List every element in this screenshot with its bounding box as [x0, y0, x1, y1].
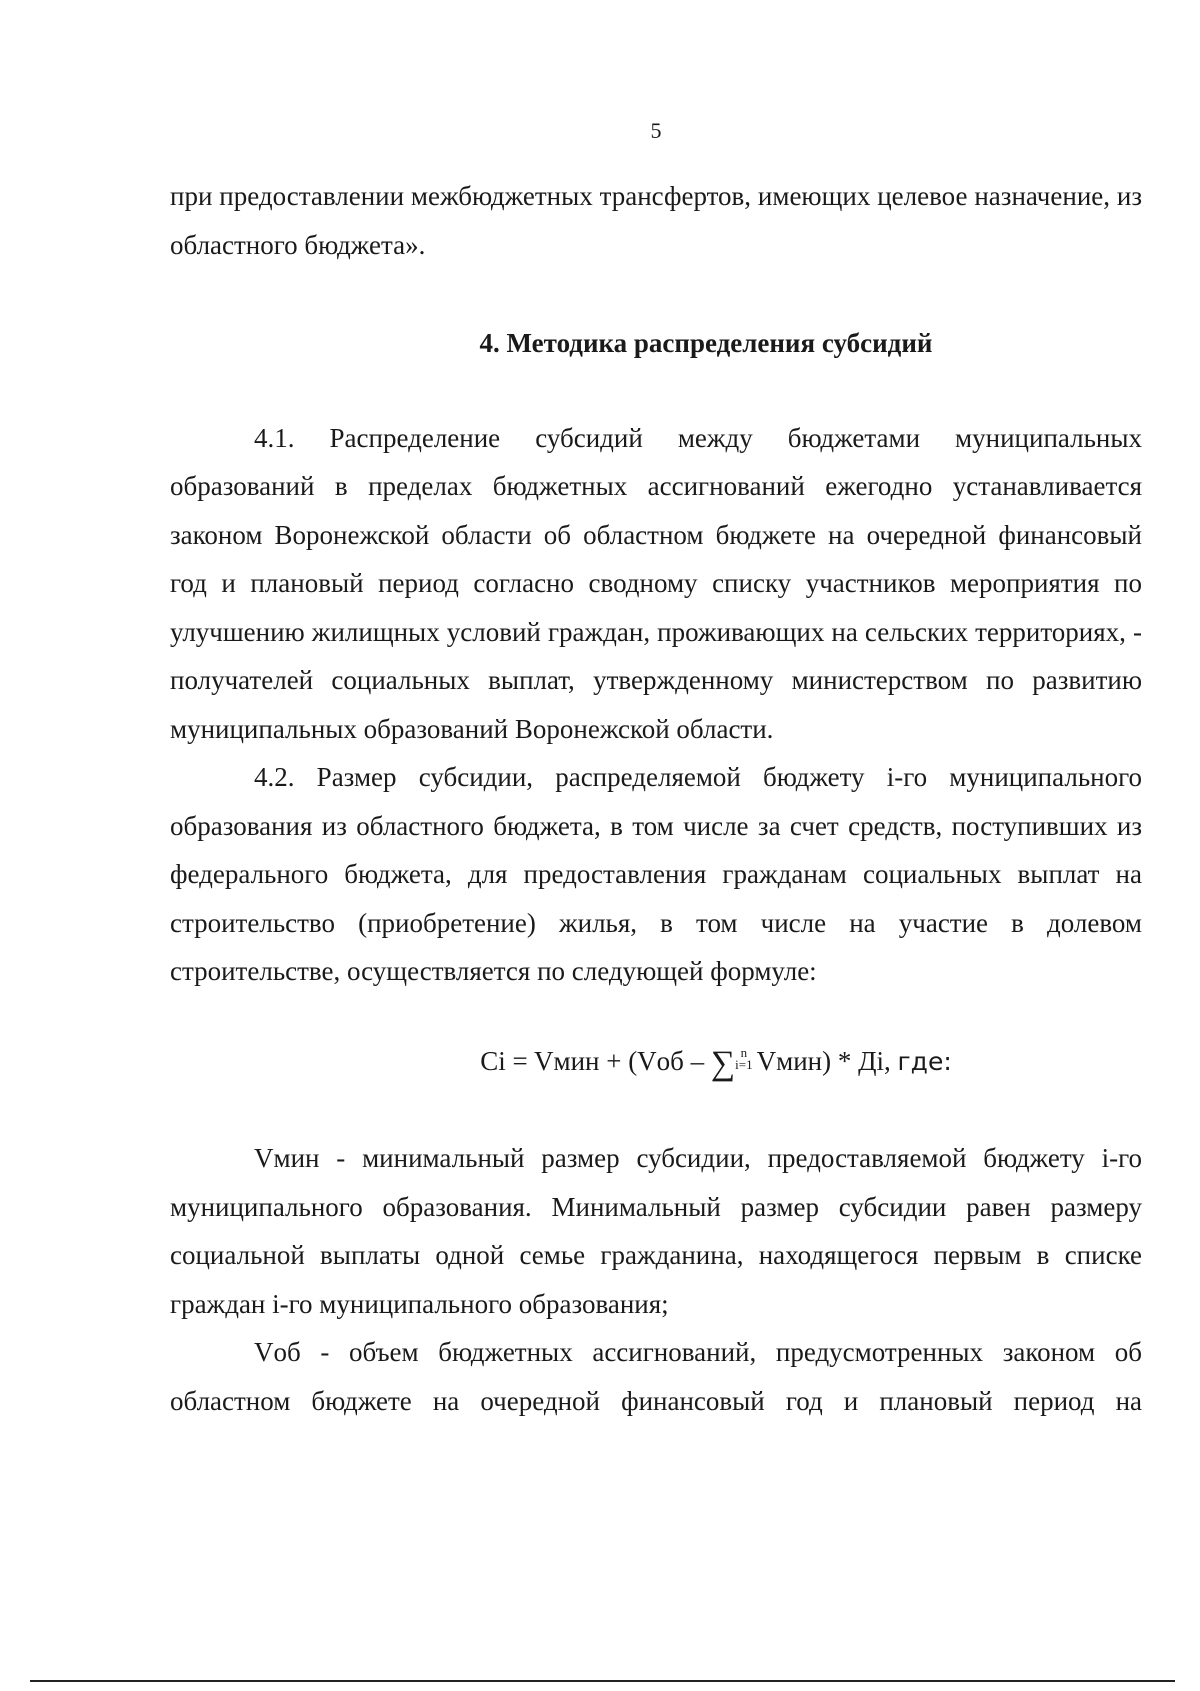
sum-upper-limit: n	[740, 1045, 748, 1061]
definition-vmin: Vмин - минимальный размер субсидии, предоставляемой бюджету i-го муниципального образования. Минимальный размер субсидии равен размеру социальной выплаты одной семье гражданина, находящегося первым в списке граждан i-го муниципального образования;	[170, 1143, 1142, 1319]
section-heading: 4. Методика распределения субсидий	[479, 328, 933, 358]
formula	[170, 1036, 1142, 1087]
sum-lower-limit: i=1	[735, 1057, 753, 1073]
formula-suffix: где:	[897, 1046, 952, 1076]
page-number: 5	[650, 118, 662, 143]
sum-symbol: ∑	[710, 1044, 736, 1082]
intro-paragraph: при предоставлении межбюджетных трансфертов, имеющих целевое назначение, из областного бюджета».	[170, 181, 1142, 260]
sum-limits	[735, 1047, 752, 1071]
document-body	[170, 172, 1142, 1425]
definition-vob: Vоб - объем бюджетных ассигнований, предусмотренных законом об областном бюджете на очередной финансовый год и плановый период на	[170, 1337, 1142, 1416]
formula-right: Vмин) * Дi,	[756, 1045, 891, 1076]
paragraph-4-1: 4.1. Распределение субсидий между бюджетами муниципальных образований в пределах бюджетных ассигнований ежегодно устанавливается законом Воронежской области об областном бюджете на очередной финансовый год и плановый период согласно сводному списку участников мероприятия по улучшению жилищных условий граждан, проживающих на сельских территориях, - получателей социальных выплат, утвержденному министерством по развитию муниципальных образований Воронежской области.	[170, 422, 1142, 744]
formula-left: Ci = Vмин + (Vоб –	[480, 1045, 711, 1076]
paragraph-4-2: 4.2. Размер субсидии, распределяемой бюджету i-го муниципального образования из областного бюджета, в том числе за счет средств, поступивших из федерального бюджета, для предоставления гражданам социальных выплат на строительство (приобретение) жилья, в том числе на участие в долевом строительстве, осуществляется по следующей формуле:	[170, 762, 1142, 986]
page-bottom-rule	[30, 1680, 1175, 1682]
